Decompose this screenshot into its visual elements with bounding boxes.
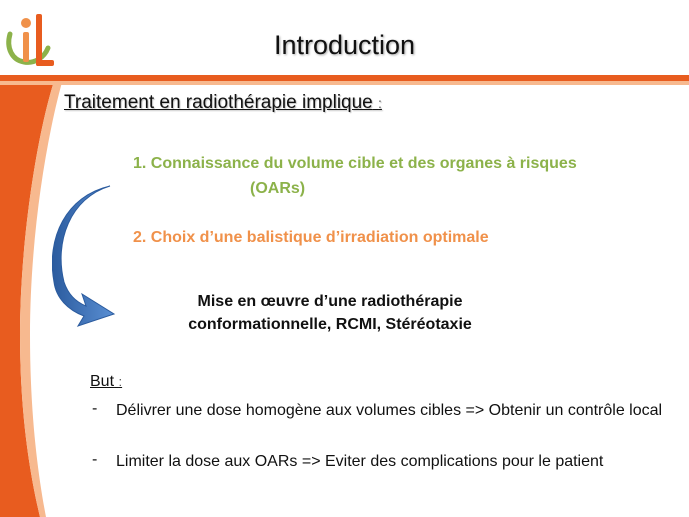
goal-heading-colon: :: [118, 374, 123, 389]
goal-heading: [90, 373, 122, 391]
point-1-line-1: 1. Connaissance du volume cible et des organes à risques: [133, 155, 577, 172]
page-title: Introduction: [273, 30, 416, 60]
section-heading-text: Traitement en radiothérapie implique: [64, 92, 373, 113]
bullet-dash: -: [92, 451, 98, 468]
section-heading-colon: :: [378, 95, 382, 111]
bullet-dash: -: [92, 400, 98, 417]
section-heading: [64, 92, 382, 114]
point-2: 2. Choix d’une balistique d’irradiation optimale: [133, 229, 489, 246]
curved-arrow-icon: [52, 182, 122, 332]
goal-bullet-1: Délivrer une dose homogène aux volumes cibles => Obtenir un contrôle local: [116, 402, 663, 419]
point-1-line-2: (OARs): [250, 180, 306, 197]
result-line-2: conformationnelle, RCMI, Stéréotaxie: [188, 316, 472, 333]
result-text: [150, 290, 510, 336]
goal-bullet-2: Limiter la dose aux OARs => Eviter des complications pour le patient: [116, 453, 604, 470]
goal-heading-text: But: [90, 373, 115, 390]
result-line-1: Mise en œuvre d’une radiothérapie: [197, 293, 463, 310]
title-stripe-light: [0, 81, 689, 85]
